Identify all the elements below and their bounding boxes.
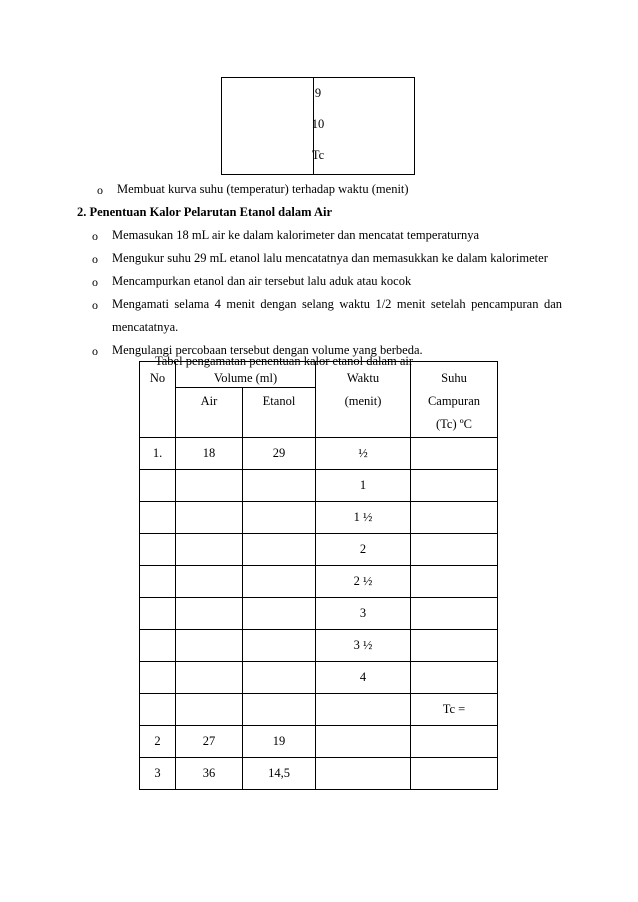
table-row bbox=[222, 78, 415, 175]
table-row bbox=[140, 662, 498, 694]
cell-air bbox=[176, 502, 243, 534]
bullet-icon: o bbox=[92, 344, 98, 358]
cell-suhu bbox=[411, 598, 498, 630]
table-row bbox=[140, 438, 498, 470]
cell-suhu bbox=[411, 630, 498, 662]
cell-suhu bbox=[411, 438, 498, 470]
header-suhu-label: Suhu bbox=[441, 371, 467, 385]
table-row bbox=[140, 502, 498, 534]
cell-waktu: 3 ½ bbox=[316, 630, 411, 662]
step-item: Mengukur suhu 29 mL etanol lalu mencatatnya dan memasukkan ke dalam kalorimeter bbox=[112, 251, 548, 265]
bullet-icon: o bbox=[92, 252, 98, 266]
cell-no bbox=[140, 598, 176, 630]
cell-air bbox=[176, 662, 243, 694]
cell-waktu bbox=[316, 726, 411, 758]
step-item: Mengamati selama 4 menit dengan selang waktu 1/2 menit setelah pencampuran dan bbox=[112, 297, 562, 311]
cell-no bbox=[140, 502, 176, 534]
header-volume bbox=[176, 362, 316, 438]
header-no bbox=[140, 362, 176, 438]
cell-air: 18 bbox=[176, 438, 243, 470]
observation-table bbox=[139, 361, 498, 790]
table-row bbox=[140, 598, 498, 630]
cell-etanol bbox=[243, 566, 316, 598]
bullet-icon: o bbox=[92, 229, 98, 243]
cell-no bbox=[140, 534, 176, 566]
cell-suhu bbox=[411, 758, 498, 790]
cell-etanol bbox=[243, 502, 316, 534]
table-row bbox=[140, 726, 498, 758]
section-heading: 2. Penentuan Kalor Pelarutan Etanol dalam Air bbox=[77, 205, 332, 219]
cell-waktu: ½ bbox=[316, 438, 411, 470]
cell-no bbox=[140, 694, 176, 726]
cell-suhu bbox=[411, 662, 498, 694]
header-air-label: Air bbox=[200, 394, 218, 408]
cell-air: 36 bbox=[176, 758, 243, 790]
step-item: Memasukan 18 mL air ke dalam kalorimeter dan mencatat temperaturnya bbox=[112, 228, 480, 242]
step-item: Mencampurkan etanol dan air tersebut lalu aduk atau kocok bbox=[112, 274, 412, 288]
header-etanol-label: Etanol bbox=[262, 394, 296, 408]
header-tc-label: (Tc) ºC bbox=[436, 417, 472, 431]
table-row bbox=[140, 630, 498, 662]
cell-suhu bbox=[411, 534, 498, 566]
time-value: 9 bbox=[314, 85, 322, 100]
cell-air bbox=[176, 534, 243, 566]
top-fragment-table bbox=[221, 77, 415, 175]
header-no-label: No bbox=[149, 371, 166, 385]
header-suhu bbox=[411, 362, 498, 438]
bullet-icon: o bbox=[92, 275, 98, 289]
cell-air bbox=[176, 694, 243, 726]
cell-no bbox=[140, 662, 176, 694]
cell-etanol bbox=[243, 662, 316, 694]
cell-air: 27 bbox=[176, 726, 243, 758]
cell-waktu: 4 bbox=[316, 662, 411, 694]
table-caption: Tabel pengamatan penentuan kalor etanol dalam air bbox=[155, 354, 414, 368]
cell-no: 3 bbox=[140, 758, 176, 790]
cell-waktu bbox=[316, 758, 411, 790]
cell-etanol bbox=[243, 470, 316, 502]
cell-waktu: 2 bbox=[316, 534, 411, 566]
table-body bbox=[140, 438, 498, 790]
cell-no bbox=[140, 470, 176, 502]
table-row bbox=[140, 694, 498, 726]
bullet-icon: o bbox=[92, 298, 98, 312]
header-menit-label: (menit) bbox=[344, 394, 382, 408]
cell-air bbox=[176, 630, 243, 662]
cell-air bbox=[176, 470, 243, 502]
cell-waktu: 3 bbox=[316, 598, 411, 630]
table-row bbox=[140, 470, 498, 502]
header-waktu bbox=[316, 362, 411, 438]
cell-no: 2 bbox=[140, 726, 176, 758]
cell-etanol: 14,5 bbox=[243, 758, 316, 790]
cell-air bbox=[176, 598, 243, 630]
cell-etanol: 29 bbox=[243, 438, 316, 470]
table-row bbox=[140, 534, 498, 566]
table-header-row bbox=[140, 362, 498, 438]
header-campuran-label: Campuran bbox=[427, 394, 481, 408]
cell-etanol bbox=[243, 694, 316, 726]
volume-divider bbox=[175, 387, 315, 388]
curve-step-text: Membuat kurva suhu (temperatur) terhadap waktu (menit) bbox=[117, 182, 409, 196]
cell-etanol bbox=[243, 630, 316, 662]
cell-suhu bbox=[411, 566, 498, 598]
time-value: Tc bbox=[311, 147, 325, 162]
table-row bbox=[140, 566, 498, 598]
bullet-icon: o bbox=[97, 183, 103, 197]
header-waktu-label: Waktu bbox=[346, 371, 380, 385]
cell-etanol bbox=[243, 534, 316, 566]
header-volume-label: Volume (ml) bbox=[213, 371, 278, 385]
cell-etanol: 19 bbox=[243, 726, 316, 758]
cell-suhu bbox=[411, 726, 498, 758]
step-item: Mengulangi percobaan tersebut dengan volume yang berbeda. bbox=[112, 343, 423, 357]
cell-suhu bbox=[411, 470, 498, 502]
cell-waktu: 1 ½ bbox=[316, 502, 411, 534]
step-item-continued: mencatatnya. bbox=[112, 320, 179, 334]
cell-waktu: 1 bbox=[316, 470, 411, 502]
cell-suhu bbox=[411, 502, 498, 534]
cell-etanol bbox=[243, 598, 316, 630]
cell-no bbox=[140, 630, 176, 662]
cell-no: 1. bbox=[140, 438, 176, 470]
table-row bbox=[140, 758, 498, 790]
cell-suhu: Tc = bbox=[411, 694, 498, 726]
cell-waktu: 2 ½ bbox=[316, 566, 411, 598]
cell-waktu bbox=[316, 694, 411, 726]
time-value: 10 bbox=[311, 116, 325, 131]
cell-no bbox=[140, 566, 176, 598]
time-cell bbox=[222, 78, 325, 175]
cell-air bbox=[176, 566, 243, 598]
